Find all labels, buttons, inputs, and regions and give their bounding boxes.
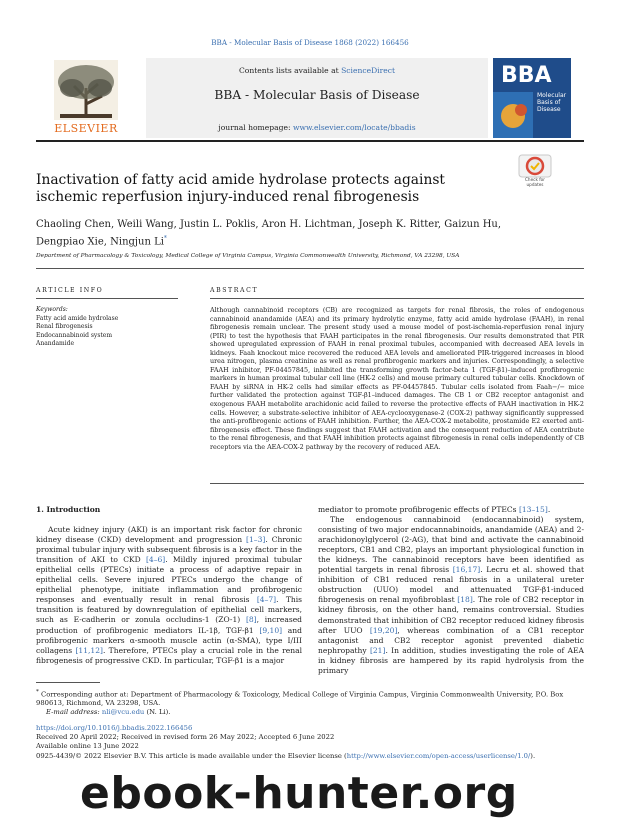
affiliation: Department of Pharmacology & Toxicology, Medical College of Virginia Campus, Virginia Commonwealth University, Richmond, VA 23298, USA (36, 253, 460, 259)
corresponding-author-note: * Corresponding author at: Department of Pharmacology & Toxicology, Medical College of Virginia Campus, Virginia Commonwealth University, P.O. Box 980613, Richmond, VA 23298, USA. (36, 689, 564, 708)
keyword-item: Anandamide (36, 340, 75, 348)
footnote (36, 688, 584, 717)
footnote-divider (36, 682, 100, 683)
doi-link[interactable]: https://doi.org/10.1016/j.bbadis.2022.166456 (36, 724, 193, 732)
citation-link[interactable]: [1–3] (246, 535, 266, 545)
author-list (36, 218, 556, 249)
abstract-end-divider (210, 483, 584, 484)
check-for-updates-icon (518, 154, 552, 178)
abstract-heading: ABSTRACT (210, 287, 259, 294)
corresponding-author-mark[interactable]: * (163, 235, 167, 242)
received-dates: Received 20 April 2022; Received in revised form 26 May 2022; Accepted 6 June 2022 (36, 733, 335, 742)
journal-reference[interactable]: BBA - Molecular Basis of Disease 1868 (2022) 166456 (211, 38, 409, 47)
contents-line: Contents lists available at ScienceDirect (238, 66, 396, 75)
authors-line-1: Chaoling Chen, Weili Wang, Justin L. Poklis, Aron H. Lichtman, Joseph K. Ritter, Gaizun Hu, (36, 219, 502, 230)
cover-subtitle: Molecular Basis of Disease (537, 92, 567, 113)
citation-link[interactable]: [18] (457, 595, 473, 605)
sciencedirect-link[interactable]: ScienceDirect (341, 66, 396, 75)
paragraph: Acute kidney injury (AKI) is an important risk factor for chronic kidney disease (CKD) development and progression [1–3]. Chronic proximal tubular injury with subsequent fibrosis is a key factor in the transition of AKI to CKD [4–6]. Mildly injured proximal tubular epithelial cells (PTECs) initiate a process of adaptive repair in epithelial cells. Severe injured PTECs undergo the change of epithelial phenotype, initiate inflammation and profibrogenic responses and eventually result in renal fibrosis [4–7]. This transition is featured by downregulation of epithelial cell markers, such as E-cadherin or zonula occludins-1 (ZO-1) [8], increased production of profibrogenic mediators IL-1β, TGF-β1 [9,10] and profibrogenic markers α-smooth muscle actin (α-SMA), type I/III collagens [11,12]. Therefore, PTECs play a crucial role in the renal fibrogenesis of progressive CKD. In particular, TGF-β1 is a major (36, 525, 303, 665)
citation-link[interactable]: [11,12] (75, 645, 103, 655)
body-column-left (36, 505, 302, 666)
citation-link[interactable]: [4–6] (145, 555, 166, 565)
citation-link[interactable]: [4–7] (256, 595, 277, 605)
section-heading-introduction: 1. Introduction (36, 505, 101, 514)
check-for-updates-label: Check for updates (525, 177, 545, 187)
watermark: ebook-hunter.org (80, 768, 518, 819)
keywords-label: Keywords: (36, 306, 68, 313)
publication-info (36, 724, 584, 761)
keyword-item: Fatty acid amide hydrolase (36, 314, 119, 322)
email-link[interactable]: nli@vcu.edu (101, 708, 145, 717)
online-date: Available online 13 June 2022 (36, 742, 139, 751)
citation-link[interactable]: [8] (245, 615, 257, 625)
article-info-divider (36, 298, 178, 299)
paragraph-continued: mediator to promote profibrogenic effects of PTECs [13–15]. (318, 505, 551, 514)
email-line: E-mail address: nli@vcu.edu (N. Li). (46, 708, 171, 717)
citation-link[interactable]: [16,17] (452, 565, 481, 575)
journal-title: BBA - Molecular Basis of Disease (214, 88, 420, 102)
check-for-updates-button[interactable] (518, 154, 552, 188)
cover-title: BBA (501, 63, 552, 88)
keywords-block (36, 306, 178, 349)
header-divider (36, 140, 584, 142)
homepage-line: journal homepage: www.elsevier.com/locate/bbadis (218, 123, 416, 132)
article-title: Inactivation of fatty acid amide hydrolase protects against ischemic reperfusion injury-induced renal fibrogenesis (36, 172, 445, 205)
abstract-text: Although cannabinoid receptors (CB) are recognized as targets for renal fibrosis, the roles of endogenous cannabinoid anandamide (AEA) and its primary hydrolytic enzyme, fatty acid amide hydrolase (FAAH), in renal fibrogenesis remain unclear. The present study used a mouse model of post-ischemia-reperfusion renal injury (PIR) to test the hypothesis that FAAH participates in the renal fibrogenesis. Our results demonstrated that PIR showed upregulated expression of FAAH in renal proximal tubules, accompanied with decreased AEA levels in kidneys. Faah knockout mice recovered the reduced AEA levels and ameliorated PIR-triggered increases in blood urea nitrogen, plasma creatinine as well as renal profibrogenic markers and injuries. Correspondingly, a selective FAAH inhibitor, PF-04457845, inhibited the transforming growth factor-beta 1 (TGF-β1)–induced profibrogenic markers in human proximal tubular cell line (HK-2 cells) and mouse primary cultured tubular cells. Knockdown of FAAH by siRNA in HK-2 cells had similar effects as PF-04457845. Tubular cells isolated from Faah−/− mice further validated the protection against TGF-β1–induced damages. The CB 1 or CB2 receptor antagonist and exogenous FAAH metabolite arachidonic acid failed to reverse the protective effects of FAAH inactivation in HK-2 cells. However, a substrate-selective inhibitor of AEA-cyclooxygenase-2 (COX-2) pathway significantly suppressed the anti-profibrogenic actions of FAAH inhibition. Further, the AEA-COX-2 metabolite, prostamide E2 exerted anti-fibrogenesis effect. These findings suggest that FAAH activation and the consequent reduction of AEA contribute to the renal fibrogenesis, and that FAAH inhibition protects against fibrogenesis in renal cells independently of CB receptors via the AEA-COX-2 pathway by the recovery of reduced AEA. (210, 306, 584, 451)
citation-link[interactable]: [21] (369, 645, 386, 655)
body-column-right (318, 505, 584, 676)
citation-link[interactable]: [19,20] (369, 625, 398, 635)
paragraph: The endogenous cannabinoid (endocannabinoid) system, consisting of two major endocannabinoids, anandamide (AEA) and 2-arachidonoylglycerol (2-AG), that bind and activate the cannabinoid receptors, CB1 and CB2, plays an important physiological function in the kidneys. The cannabinoid receptors have been identified as potential targets in renal fibrosis [16,17]. Lecru et al. showed that inhibition of CB1 reduced renal fibrosis in a unilateral ureter obstruction (UUO) model and attenuated TGF-β1-induced fibrogenesis on renal myofibroblast [18]. The role of CB2 receptor in kidney fibrosis, on the other hand, remains controversial. Studies demonstrated that inhibition of CB2 receptor reduced kidney fibrosis after UUO [19,20], whereas combination of a CB1 receptor antagonist and CB2 receptor agonist prevented diabetic nephropathy [21]. In addition, studies investigating the role of AEA in kidney fibrosis are hampered by its rapid hydrolysis from the primary (318, 515, 585, 675)
publisher-logo: ELSEVIER (54, 122, 118, 135)
authors-line-2: Dengpiao Xie, Ningjun Li* (36, 235, 167, 248)
license-link[interactable]: http://www.elsevier.com/open-access/userlicense/1.0/ (346, 751, 531, 760)
keyword-item: Endocannabinoid system (36, 331, 113, 339)
citation-link[interactable]: [9,10] (259, 625, 283, 635)
affiliation-divider (36, 268, 584, 269)
journal-cover-image (493, 58, 571, 138)
keyword-item: Renal fibrogenesis (36, 323, 93, 331)
license-line: 0925-4439/© 2022 Elsevier B.V. This article is made available under the Elsevier license (http://www.elsevier.com/open-access/userlicense/1.0/). (36, 751, 536, 760)
homepage-link[interactable]: www.elsevier.com/locate/bbadis (292, 123, 416, 132)
article-info-heading: ARTICLE INFO (36, 287, 104, 294)
citation-link[interactable]: [13–15] (518, 505, 548, 514)
abstract-divider (210, 298, 584, 299)
